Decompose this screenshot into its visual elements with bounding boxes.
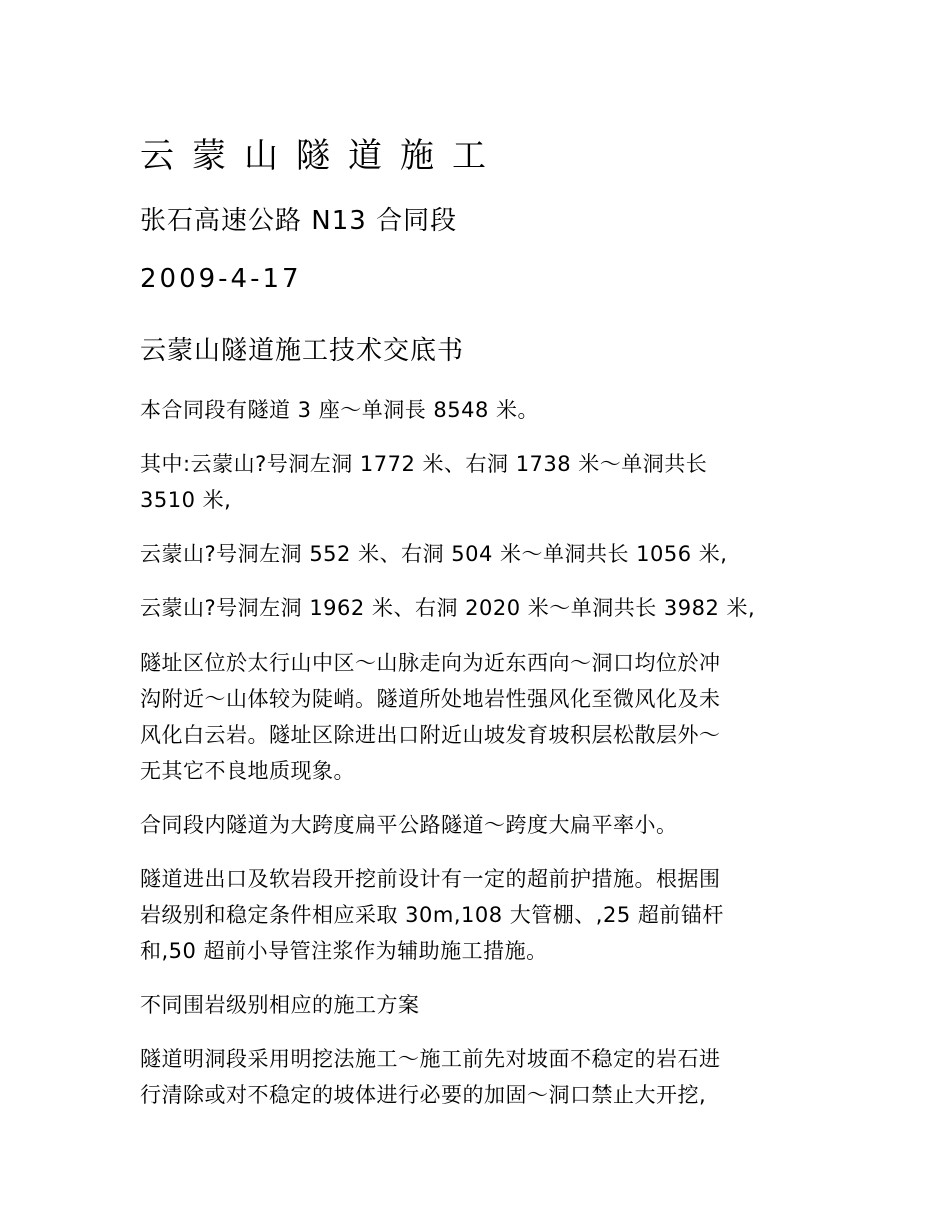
document-heading: 云蒙山隧道施工技术交底书 xyxy=(140,336,465,366)
paragraph-line: 3510 米, xyxy=(140,488,232,512)
paragraph-line: 合同段内隧道为大跨度扁平公路隧道～跨度大扁平率小。 xyxy=(140,813,678,837)
paragraph-line: 云蒙山?号洞左洞 1962 米、右洞 2020 米～单洞共长 3982 米, xyxy=(140,596,756,620)
paragraph-line: 行清除或对不稳定的坡体进行必要的加固～洞口禁止大开挖, xyxy=(140,1083,707,1107)
paragraph-line: 沟附近～山体较为陡峭。隧道所处地岩性强风化至微风化及未 xyxy=(140,687,721,711)
paragraph-line: 岩级别和稳定条件相应采取 30m,108 大管棚、,25 超前锚杆 xyxy=(140,903,724,927)
paragraph-line: 本合同段有隧道 3 座～单洞長 8548 米。 xyxy=(140,398,540,422)
paragraph-line: 无其它不良地质现象。 xyxy=(140,759,355,783)
document-date: 2009-4-17 xyxy=(140,264,302,294)
paragraph-line: 云蒙山?号洞左洞 552 米、右洞 504 米～单洞共长 1056 米, xyxy=(140,542,728,566)
paragraph-line: 风化白云岩。隧址区除进出口附近山坡发育坡积层松散层外～ xyxy=(140,723,721,747)
paragraph-line: 和,50 超前小导管注浆作为辅助施工措施。 xyxy=(140,939,548,963)
paragraph-line: 隧址区位於太行山中区～山脉走向为近东西向～洞口均位於冲 xyxy=(140,651,721,675)
paragraph-line: 其中:云蒙山?号洞左洞 1772 米、右洞 1738 米～单洞共长 xyxy=(140,452,708,476)
document-title: 云蒙山隧道施工 xyxy=(140,136,504,176)
paragraph-line: 隧道明洞段采用明挖法施工～施工前先对坡面不稳定的岩石进 xyxy=(140,1047,721,1071)
document-subtitle: 张石高速公路 N13 合同段 xyxy=(140,206,458,236)
paragraph-line: 不同围岩级别相应的施工方案 xyxy=(140,993,420,1017)
paragraph-line: 隧道进出口及软岩段开挖前设计有一定的超前护措施。根据围 xyxy=(140,867,721,891)
